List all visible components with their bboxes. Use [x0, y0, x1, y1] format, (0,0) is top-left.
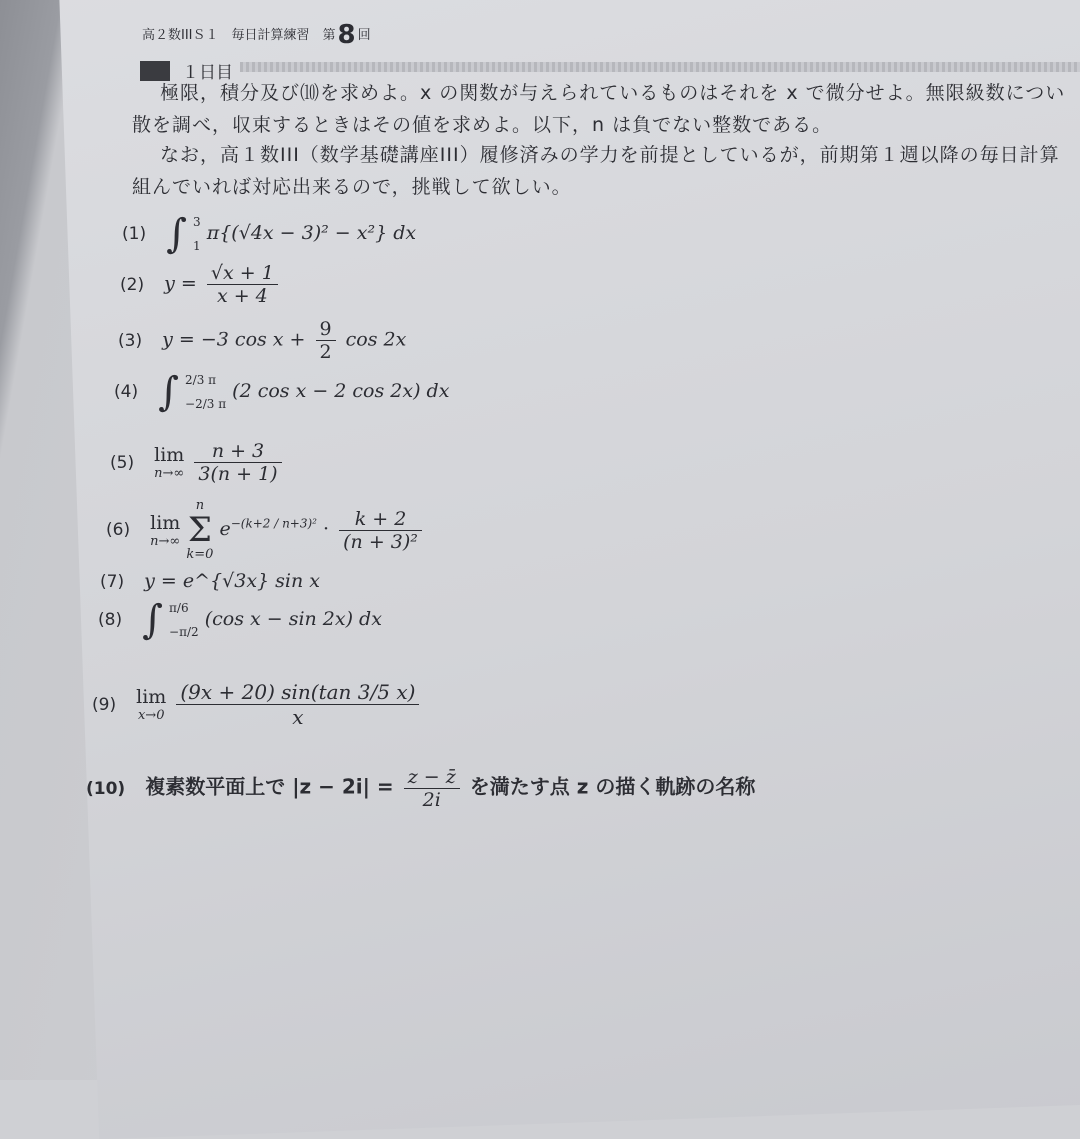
problem-10 — [86, 766, 755, 811]
denominator: (n + 3)² — [343, 530, 418, 553]
upper-limit: 3 — [193, 215, 201, 229]
problem-label: (2) — [120, 274, 145, 295]
problem-label: (10) — [86, 778, 126, 799]
denominator: 2 — [319, 341, 332, 363]
exp-base: e — [219, 518, 231, 540]
exponent: −(k+2 / n+3)² — [230, 516, 317, 531]
integral-sign-icon: ∫ — [142, 597, 163, 643]
upper-limit: π/6 — [169, 601, 189, 615]
text-before: 複素数平面上で |z − 2i| = — [145, 774, 394, 799]
numerator: k + 2 — [339, 508, 422, 531]
problem-label: (4) — [114, 382, 139, 402]
expression: y = e^{√3x} sin x — [144, 570, 320, 592]
denominator: x + 4 — [216, 285, 268, 307]
fraction — [207, 262, 278, 307]
lim-subscript: x→0 — [137, 708, 165, 723]
fraction — [316, 318, 336, 363]
lower-limit: 1 — [193, 239, 201, 253]
problem-label: (6) — [106, 520, 131, 540]
integrand: (2 cos x − 2 cos 2x) dx — [232, 380, 450, 402]
lower-limit: −π/2 — [169, 625, 199, 639]
problem-6 — [106, 498, 426, 562]
fraction — [194, 440, 281, 485]
limit-operator — [136, 686, 166, 723]
problem-label: (1) — [122, 224, 147, 244]
denominator: x — [292, 705, 304, 729]
integral-limits — [169, 600, 199, 640]
fraction — [404, 766, 460, 811]
problem-4 — [114, 369, 450, 415]
fraction — [339, 508, 422, 553]
sum-lower: k=0 — [186, 547, 214, 562]
upper-limit: 2/3 π — [185, 373, 217, 387]
lim-subscript: n→∞ — [150, 533, 181, 549]
fraction — [176, 680, 419, 729]
problem-2 — [120, 262, 282, 307]
problem-3 — [118, 318, 406, 363]
problem-9 — [92, 680, 423, 729]
lim-text: lim — [136, 686, 167, 708]
day-divider — [240, 62, 1080, 72]
denominator: 3(n + 1) — [198, 463, 278, 485]
problem-1 — [122, 211, 417, 257]
integral-sign-icon: ∫ — [166, 211, 187, 257]
problem-label: (7) — [100, 572, 125, 592]
problem-label: (3) — [118, 330, 143, 351]
problem-5 — [110, 440, 286, 485]
numerator: 9 — [316, 318, 336, 341]
numerator: z − z̄ — [404, 766, 460, 789]
summation — [186, 498, 213, 562]
header-round-suffix: 回 — [357, 28, 371, 43]
lim-subscript: n→∞ — [154, 466, 185, 481]
numerator: √x + 1 — [207, 262, 278, 285]
lhs: y = — [164, 272, 197, 295]
intro-line-4: 組んでいれば対応出来るので，挑戦して欲しい。 — [132, 176, 572, 198]
lim-text: lim — [150, 511, 181, 534]
problem-7 — [100, 570, 320, 592]
sum-upper: n — [195, 498, 205, 513]
integral-limits — [185, 372, 226, 412]
numerator: n + 3 — [194, 440, 281, 463]
limit-operator — [154, 444, 184, 481]
denominator: 2i — [422, 789, 441, 811]
header-round-number: 8 — [337, 20, 356, 50]
integrand: π{(√4x − 3)² − x²} dx — [206, 222, 417, 244]
limit-operator — [150, 512, 180, 549]
integral-sign-icon: ∫ — [158, 369, 179, 415]
lim-text: lim — [154, 444, 185, 466]
rest: cos 2x — [345, 328, 407, 351]
intro-line-1: 極限，積分及び⑽を求めよ。x の関数が与えられているものはそれを x で微分せよ。無限級数につい — [160, 82, 1066, 104]
page-header — [142, 20, 371, 50]
numerator: (9x + 20) sin(tan 3/5 x) — [176, 680, 419, 705]
lower-limit: −2/3 π — [185, 397, 227, 411]
problem-label: (8) — [98, 610, 123, 630]
integral-limits — [193, 214, 201, 254]
dot-operator: · — [323, 518, 330, 540]
text-after: を満たす点 z の描く軌跡の名称 — [469, 774, 756, 799]
problem-label: (5) — [110, 452, 135, 473]
lhs: y = −3 cos x + — [162, 328, 306, 351]
header-course: 高２数IIIＳ１ 毎日計算練習 第 — [142, 28, 336, 43]
integrand: (cos x − sin 2x) dx — [204, 608, 382, 630]
sigma-icon: Σ — [187, 510, 212, 550]
problem-8 — [98, 597, 382, 643]
problem-label: (9) — [92, 694, 117, 715]
day-label: １日目 — [182, 63, 233, 83]
intro-line-2: 散を調べ，収束するときはその値を求めよ。以下，n は負でない整数である。 — [132, 114, 833, 136]
intro-line-3: なお，高１数III（数学基礎講座III）履修済みの学力を前提としているが，前期第１週以降の毎日計算 — [160, 144, 1060, 166]
